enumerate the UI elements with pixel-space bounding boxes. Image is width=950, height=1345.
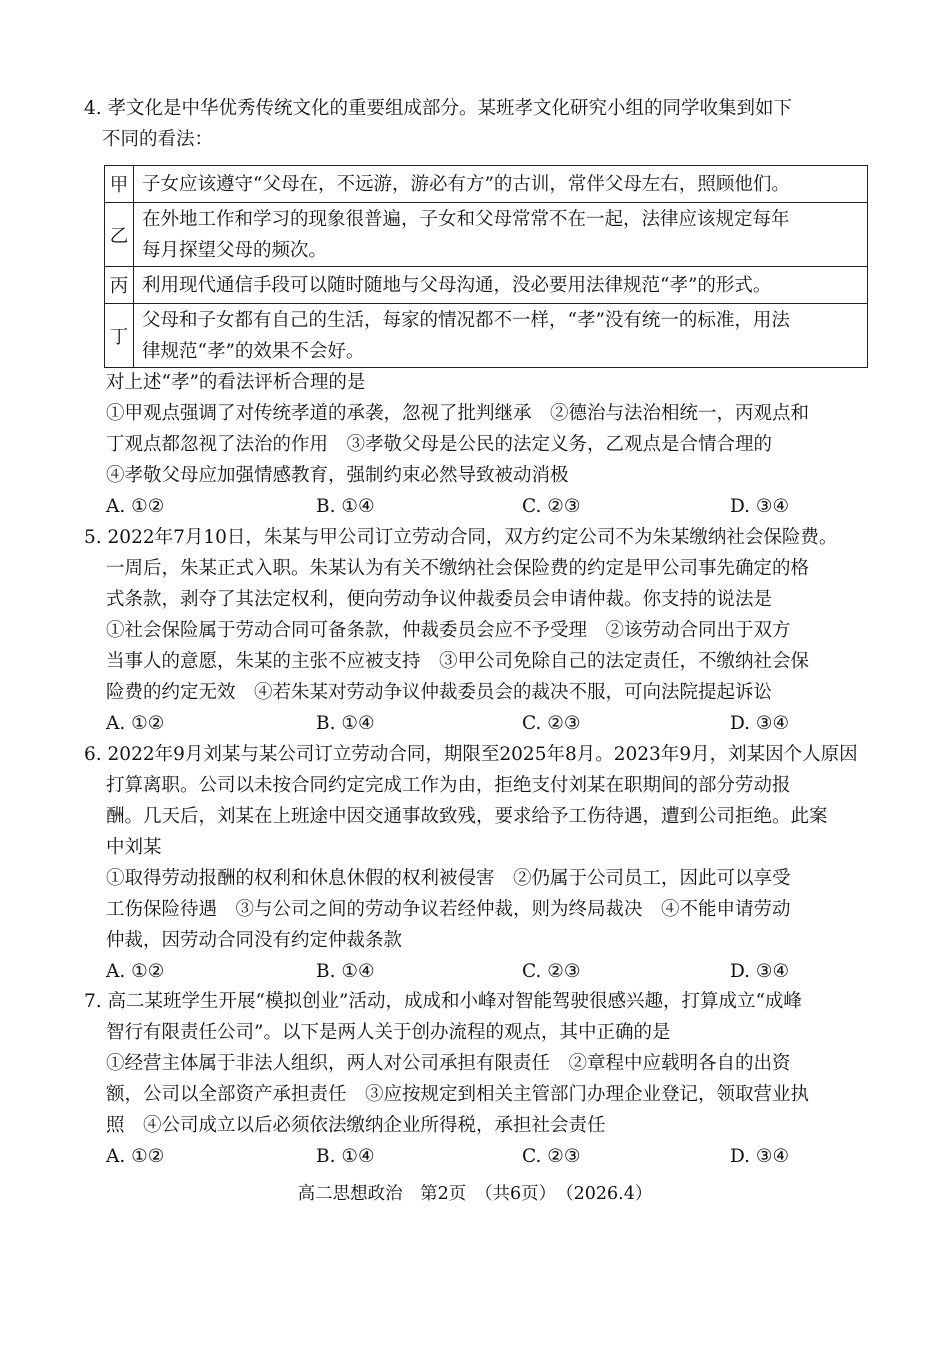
option-b[interactable]: B. ①④ bbox=[316, 1146, 375, 1167]
row-label: 甲 bbox=[105, 166, 134, 203]
row-label: 乙 bbox=[105, 203, 134, 267]
option-a[interactable]: A. ①② bbox=[106, 713, 165, 734]
option-d[interactable]: D. ③④ bbox=[730, 961, 790, 982]
row-text: 子女应该遵守“父母在，不远游，游必有方”的古训，常伴父母左右，照顾他们。 bbox=[134, 166, 868, 203]
question-4-body bbox=[84, 367, 874, 522]
option-d[interactable]: D. ③④ bbox=[730, 1146, 790, 1167]
answer-options bbox=[84, 708, 874, 739]
option-b[interactable]: B. ①④ bbox=[316, 496, 375, 517]
question-line: 智行有限责任公司”。以下是两人关于创办流程的观点，其中正确的是 bbox=[106, 1022, 671, 1043]
option-c[interactable]: C. ②③ bbox=[522, 961, 581, 982]
statement-line: 当事人的意愿，朱某的主张不应被支持 ③甲公司免除自己的法定责任，不缴纳社会保 bbox=[106, 651, 810, 672]
statement-line: 仲裁，因劳动合同没有约定仲裁条款 bbox=[106, 930, 403, 951]
row-text: 在外地工作和学习的现象很普遍，子女和父母常常不在一起，法律应该规定每年 每月探望父母的频次。 bbox=[134, 203, 868, 267]
row-text: 利用现代通信手段可以随时随地与父母沟通，没必要用法律规范“孝”的形式。 bbox=[134, 267, 868, 304]
statement-line: 照 ④公司成立以后必须依法缴纳企业所得税，承担社会责任 bbox=[106, 1115, 606, 1136]
option-b[interactable]: B. ①④ bbox=[316, 961, 375, 982]
row-label: 丁 bbox=[105, 304, 134, 368]
question-line: 6. 2022年9月刘某与某公司订立劳动合同，期限至2025年8月。2023年9月，刘某因个人原因 bbox=[84, 744, 858, 765]
question-5 bbox=[84, 522, 874, 739]
statement-line: ①甲观点强调了对传统孝道的承袭，忽视了批判继承 ②德治与法治相统一，丙观点和 bbox=[106, 403, 810, 424]
page-footer: 高二思想政治 第2页 （共6页） （2026.4） bbox=[297, 1184, 653, 1204]
statement-line: ④孝敬父母应加强情感教育，强制约束必然导致被动消极 bbox=[106, 465, 569, 486]
answer-options bbox=[84, 956, 874, 987]
option-a[interactable]: A. ①② bbox=[106, 961, 165, 982]
question-line: 打算离职。公司以未按合同约定完成工作为由，拒绝支付刘某在职期间的部分劳动报 bbox=[106, 775, 791, 796]
option-d[interactable]: D. ③④ bbox=[730, 713, 790, 734]
option-a[interactable]: A. ①② bbox=[106, 1146, 165, 1167]
question-line: 7. 高二某班学生开展“模拟创业”活动，成成和小峰对智能驾驶很感兴趣，打算成立“成峰 bbox=[84, 991, 802, 1012]
statement-line: 工伤保险待遇 ③与公司之间的劳动争议若经仲裁，则为终局裁决 ④不能申请劳动 bbox=[106, 899, 791, 920]
statement-line: 险费的约定无效 ④若朱某对劳动争议仲裁委员会的裁决不服，可向法院提起诉讼 bbox=[106, 682, 773, 703]
question-line: 中刘某 bbox=[106, 837, 162, 858]
statement-line: ①社会保险属于劳动合同可备条款，仲裁委员会应不予受理 ②该劳动合同出于双方 bbox=[106, 620, 791, 641]
table-row bbox=[105, 304, 868, 368]
question-7 bbox=[84, 986, 874, 1172]
question-line: 5. 2022年7月10日，朱某与甲公司订立劳动合同，双方约定公司不为朱某缴纳社会保险费。 bbox=[84, 527, 838, 548]
question-line: 一周后，朱某正式入职。朱某认为有关不缴纳社会保险费的约定是甲公司事先确定的格 bbox=[106, 558, 810, 579]
answer-options bbox=[84, 1141, 874, 1172]
question-line: 酬。几天后，刘某在上班途中因交通事故致残，要求给予工伤待遇，遭到公司拒绝。此案 bbox=[106, 806, 828, 827]
statement-line: ①取得劳动报酬的权利和休息休假的权利被侵害 ②仍属于公司员工，因此可以享受 bbox=[106, 868, 791, 889]
table-row bbox=[105, 267, 868, 304]
answer-options bbox=[84, 491, 874, 522]
question-line: 4. 孝文化是中华优秀传统文化的重要组成部分。某班孝文化研究小组的同学收集到如下 bbox=[84, 98, 793, 119]
question-line: 不同的看法： bbox=[102, 129, 214, 150]
statement-line: ①经营主体属于非法人组织，两人对公司承担有限责任 ②章程中应载明各自的出资 bbox=[106, 1053, 791, 1074]
option-c[interactable]: C. ②③ bbox=[522, 496, 581, 517]
table-row bbox=[105, 203, 868, 267]
viewpoints-table bbox=[104, 165, 868, 368]
row-text: 父母和子女都有自己的生活，每家的情况都不一样，“孝”没有统一的标准，用法 律规范“孝”的效果不会好。 bbox=[134, 304, 868, 368]
row-label: 丙 bbox=[105, 267, 134, 304]
table-row bbox=[105, 166, 868, 203]
option-c[interactable]: C. ②③ bbox=[522, 1146, 581, 1167]
option-d[interactable]: D. ③④ bbox=[730, 496, 790, 517]
question-4-intro bbox=[84, 93, 874, 155]
question-stem: 对上述“孝”的看法评析合理的是 bbox=[106, 372, 366, 393]
statement-line: 丁观点都忽视了法治的作用 ③孝敬父母是公民的法定义务，乙观点是合情合理的 bbox=[106, 434, 773, 455]
option-c[interactable]: C. ②③ bbox=[522, 713, 581, 734]
question-6 bbox=[84, 739, 874, 987]
option-b[interactable]: B. ①④ bbox=[316, 713, 375, 734]
question-line: 式条款，剥夺了其法定权利，便向劳动争议仲裁委员会申请仲裁。你支持的说法是 bbox=[106, 589, 773, 610]
option-a[interactable]: A. ①② bbox=[106, 496, 165, 517]
statement-line: 额，公司以全部资产承担责任 ③应按规定到相关主管部门办理企业登记，领取营业执 bbox=[106, 1084, 810, 1105]
